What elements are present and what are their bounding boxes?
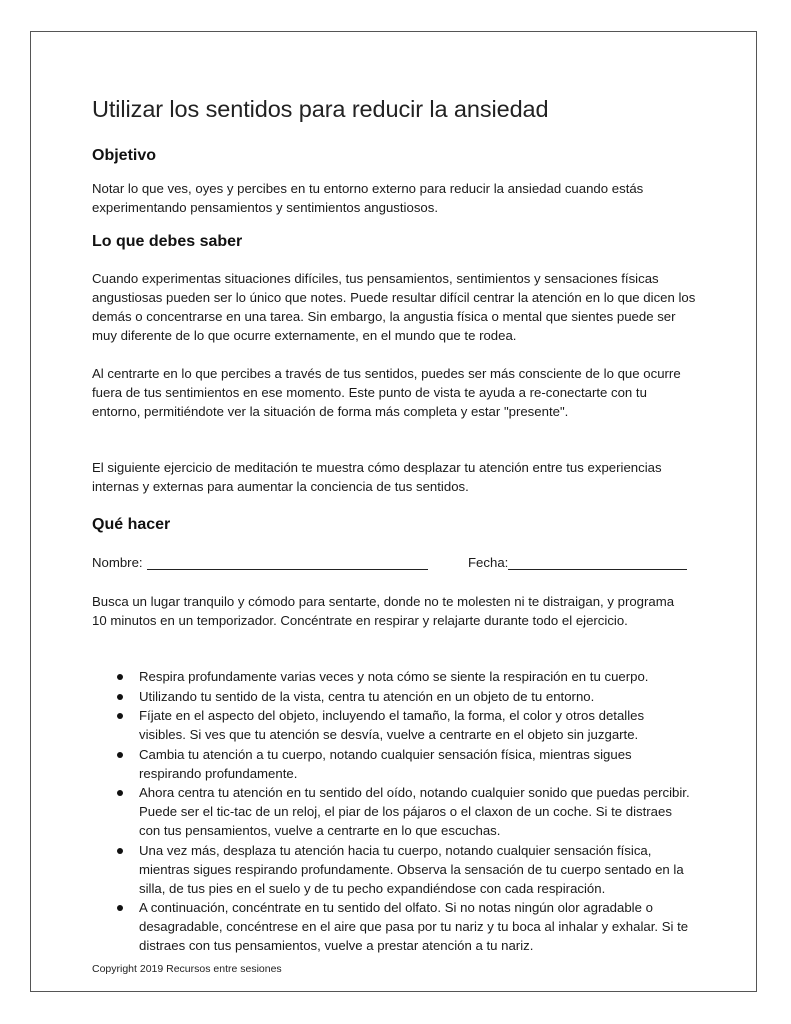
saber-paragraph-3: El siguiente ejercicio de meditación te muestra cómo desplazar tu atención entre tus experiencias internas y externas para aumentar la conciencia de tus sentidos. <box>92 460 662 494</box>
saber-paragraph-2: Al centrarte en lo que percibes a través de tus sentidos, puedes ser más consciente de lo que ocurre fuera de tus sentimientos en ese momento. Este punto de vista te ayuda a re-conectarte con tu entorno, permitiéndote ver la situación de forma más completa y estar "presente". <box>92 366 681 419</box>
bullet-icon <box>117 905 123 911</box>
fecha-field-line[interactable] <box>508 569 687 570</box>
hacer-intro-paragraph: Busca un lugar tranquilo y cómodo para sentarte, donde no te molesten ni te distraigan, y programa 10 minutos en un temporizador. Concéntrate en respirar y relajarte durante todo el ejercicio. <box>92 594 675 628</box>
list-item <box>92 745 692 783</box>
step-text: Ahora centra tu atención en tu sentido del oído, notando cualquier sonido que puedas percibir. Puede ser el tic-tac de un reloj, el piar de los pájaros o el claxon de un coche. Si te distraes con tus pensamientos, vuelve a centrarte en lo que escuchas. <box>139 785 690 838</box>
list-item <box>92 687 692 706</box>
step-text: A continuación, concéntrate en tu sentido del olfato. Si no notas ningún olor agradable o desagradable, concéntrese en el aire que pasa por tu nariz y tu boca al inhalar y exhalar. Si te distraes con tus pensamientos, vuelve a prestar atención a tu nariz. <box>139 900 689 953</box>
list-item <box>92 898 692 955</box>
saber-paragraph-1: Cuando experimentas situaciones difíciles, tus pensamientos, sentimientos y sensaciones físicas angustiosas pueden ser lo único que notes. Puede resultar difícil centrar la atención en lo que dicen los demás o concentrarse en una tarea. Sin embargo, la angustia física o mental que sientes puede ser muy diferente de lo que ocurre externamente, en el mundo que te rodea. <box>92 271 696 343</box>
list-item <box>92 783 692 840</box>
step-text: Respira profundamente varias veces y nota cómo se siente la respiración en tu cuerpo. <box>139 669 649 684</box>
bullet-icon <box>117 752 123 758</box>
bullet-icon <box>117 713 123 719</box>
heading-objetivo: Objetivo <box>92 147 157 164</box>
fecha-label: Fecha: <box>468 555 509 570</box>
nombre-field-line[interactable] <box>147 569 428 570</box>
copyright-footer: Copyright 2019 Recursos entre sesiones <box>92 963 282 975</box>
step-text: Utilizando tu sentido de la vista, centra tu atención en un objeto de tu entorno. <box>139 688 595 704</box>
step-text: Una vez más, desplaza tu atención hacia tu cuerpo, notando cualquier sensación física, mientras sigues respirando profundamente. Observa la sensación de tu cuerpo sentado en la silla, de tus pies en el suelo y de tu pecho expandiéndose con cada respiración. <box>139 842 684 896</box>
nombre-label: Nombre: <box>92 555 143 570</box>
objetivo-paragraph: Notar lo que ves, oyes y percibes en tu entorno externo para reducir la ansiedad cuando estás experimentando pensamientos y sentimientos angustiosos. <box>92 181 644 215</box>
document-body <box>92 94 698 953</box>
name-date-row <box>92 553 698 573</box>
step-text: Fíjate en el aspecto del objeto, incluyendo el tamaño, la forma, el color y otros detalles visibles. Si ves que tu atención se desvía, vuelve a centrarte en el objeto sin juzgarte. <box>139 708 645 742</box>
bullet-icon <box>117 674 123 680</box>
list-item <box>92 706 692 744</box>
bullet-icon <box>117 790 123 796</box>
step-text: Cambia tu atención a tu cuerpo, notando cualquier sensación física, mientras sigues respirando profundamente. <box>139 746 632 781</box>
document-title: Utilizar los sentidos para reducir la ansiedad <box>92 96 549 122</box>
bullet-icon <box>117 848 123 854</box>
bullet-icon <box>117 694 123 700</box>
heading-lo-que-debes-saber: Lo que debes saber <box>92 233 243 250</box>
list-item <box>92 667 692 686</box>
steps-list <box>92 667 692 956</box>
list-item <box>92 841 692 898</box>
heading-que-hacer: Qué hacer <box>92 516 171 533</box>
